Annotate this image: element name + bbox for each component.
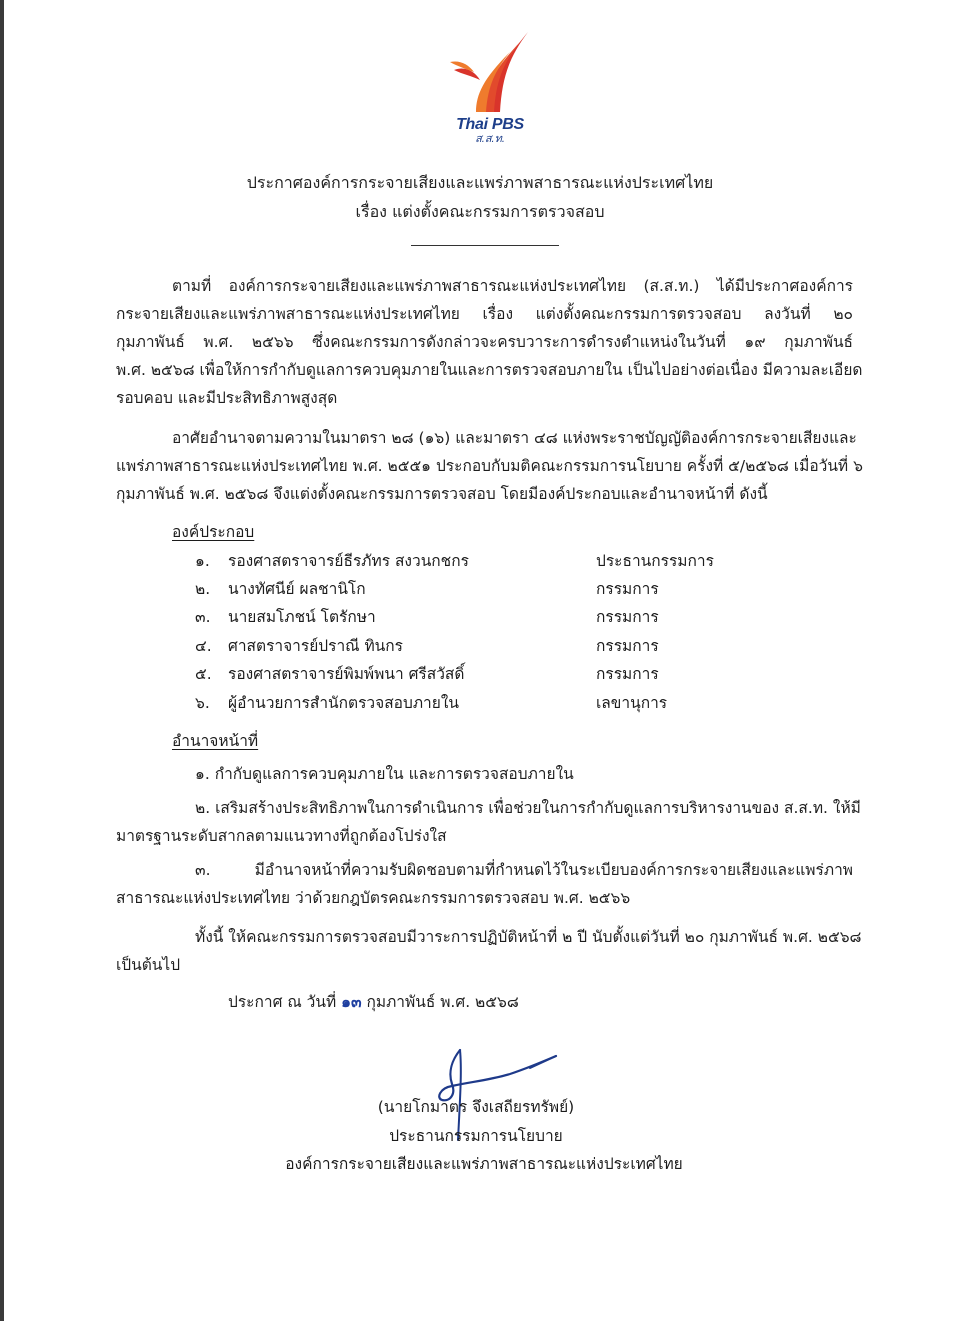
duty-item: ๑. กำกับดูแลการควบคุมภายใน และการตรวจสอบภายใน: [195, 765, 574, 783]
duty-item-cont: สาธารณะแห่งประเทศไทย ว่าด้วยกฎบัตรคณะกรรมการตรวจสอบ พ.ศ. ๒๕๖๖: [116, 889, 631, 907]
term-line: ทั้งนี้ ให้คณะกรรมการตรวจสอบมีวาระการปฏิบัติหน้าที่ ๒ ปี นับตั้งแต่วันที่ ๒๐ กุมภาพันธ์ พ.ศ. ๒๕๖๘: [195, 928, 862, 946]
para1-line: รอบคอบ และมีประสิทธิภาพสูงสุด: [116, 389, 338, 407]
member-number: ๑.: [195, 552, 210, 570]
member-number: ๓.: [195, 608, 211, 626]
logo-sub: ส.ส.ท.: [475, 133, 505, 145]
duty-item-cont: มาตรฐานระดับสากลตามแนวทางที่ถูกต้องโปร่งใส: [116, 827, 447, 845]
para1-line: กระจายเสียงและแพร่ภาพสาธารณะแห่งประเทศไทย เรื่อง แต่งตั้งคณะกรรมการตรวจสอบ ลงวันที่ ๒๐: [116, 305, 853, 323]
member-role: ประธานกรรมการ: [596, 552, 714, 570]
announce-prefix: ประกาศ ณ วันที่: [228, 993, 337, 1011]
thai-pbs-logo: [440, 28, 540, 150]
term-line: เป็นต้นไป: [116, 956, 181, 974]
announcement-subject: เรื่อง แต่งตั้งคณะกรรมการตรวจสอบ: [355, 202, 605, 221]
para1-line: พ.ศ. ๒๕๖๘ เพื่อให้การกำกับดูแลการควบคุมภายในและการตรวจสอบภายใน เป็นไปอย่างต่อเนื่อง มีความละเอียด: [116, 361, 863, 379]
para2-line: แพร่ภาพสาธารณะแห่งประเทศไทย พ.ศ. ๒๕๕๑ ประกอบกับมติคณะกรรมการนโยบาย ครั้งที่ ๕/๒๕๖๘ เมื่อวันที่ ๖: [116, 457, 863, 475]
para1-line: กุมภาพันธ์ พ.ศ. ๒๕๖๖ ซึ่งคณะกรรมการดังกล่าวจะครบวาระการดำรงตำแหน่งในวันที่ ๑๙ กุมภาพันธ์: [116, 333, 853, 351]
signatory-name: (นายโกมาตร จึงเสถียรทรัพย์): [377, 1098, 575, 1116]
duty-item: ๒. เสริมสร้างประสิทธิภาพในการดำเนินการ เพื่อช่วยในการกำกับดูแลการบริหารงานของ ส.ส.ท. ให้มี: [195, 799, 861, 817]
bird-icon: [440, 28, 540, 118]
composition-heading: องค์ประกอบ: [172, 523, 255, 541]
member-name: ศาสตราจารย์ปราณี ทินกร: [228, 637, 403, 655]
announce-suffix: กุมภาพันธ์ พ.ศ. ๒๕๖๘: [366, 993, 519, 1011]
duties-heading: อำนาจหน้าที่: [172, 732, 259, 750]
member-name: รองศาสตราจารย์ธีรภัทร สงวนกชกร: [228, 552, 469, 570]
member-role: เลขานุการ: [596, 694, 668, 712]
member-role: กรรมการ: [596, 665, 659, 683]
member-number: ๒.: [195, 580, 211, 598]
para2-line: กุมภาพันธ์ พ.ศ. ๒๕๖๘ จึงแต่งตั้งคณะกรรมการตรวจสอบ โดยมีองค์ประกอบและอำนาจหน้าที่ ดังนี้: [116, 485, 768, 503]
announce-day: ๑๓: [341, 993, 362, 1011]
title-divider: [411, 245, 559, 246]
signatory-org: องค์การกระจายเสียงและแพร่ภาพสาธารณะแห่งประเทศไทย: [285, 1155, 683, 1173]
member-role: กรรมการ: [596, 637, 659, 655]
member-role: กรรมการ: [596, 580, 659, 598]
para1-line: ตามที่ องค์การกระจายเสียงและแพร่ภาพสาธารณะแห่งประเทศไทย (ส.ส.ท.) ได้มีประกาศองค์การ: [172, 277, 853, 295]
logo-brand: Thai PBS: [456, 116, 524, 133]
member-role: กรรมการ: [596, 608, 659, 626]
para2-line: อาศัยอำนาจตามความในมาตรา ๒๘ (๑๖) และมาตรา ๔๘ แห่งพระราชบัญญัติองค์การกระจายเสียงและ: [172, 429, 857, 447]
duty-item: ๓. มีอำนาจหน้าที่ความรับผิดชอบตามที่กำหนดไว้ในระเบียบองค์การกระจายเสียงและแพร่ภาพ: [195, 861, 853, 879]
announcement-title: ประกาศองค์การกระจายเสียงและแพร่ภาพสาธารณะแห่งประเทศไทย: [246, 173, 714, 192]
signatory-title: ประธานกรรมการนโยบาย: [389, 1127, 563, 1145]
member-name: นายสมโภชน์ โตรักษา: [228, 608, 376, 626]
member-name: นางทัศนีย์ ผลชานิโก: [228, 580, 366, 598]
member-number: ๕.: [195, 665, 212, 683]
member-number: ๖.: [195, 694, 210, 712]
member-name: ผู้อำนวยการสำนักตรวจสอบภายใน: [228, 694, 459, 712]
member-number: ๔.: [195, 637, 212, 655]
announce-date: [228, 991, 519, 1013]
page-scan-edge: [0, 0, 4, 1321]
member-name: รองศาสตราจารย์พิมพ์พนา ศรีสวัสดิ์: [228, 665, 465, 683]
